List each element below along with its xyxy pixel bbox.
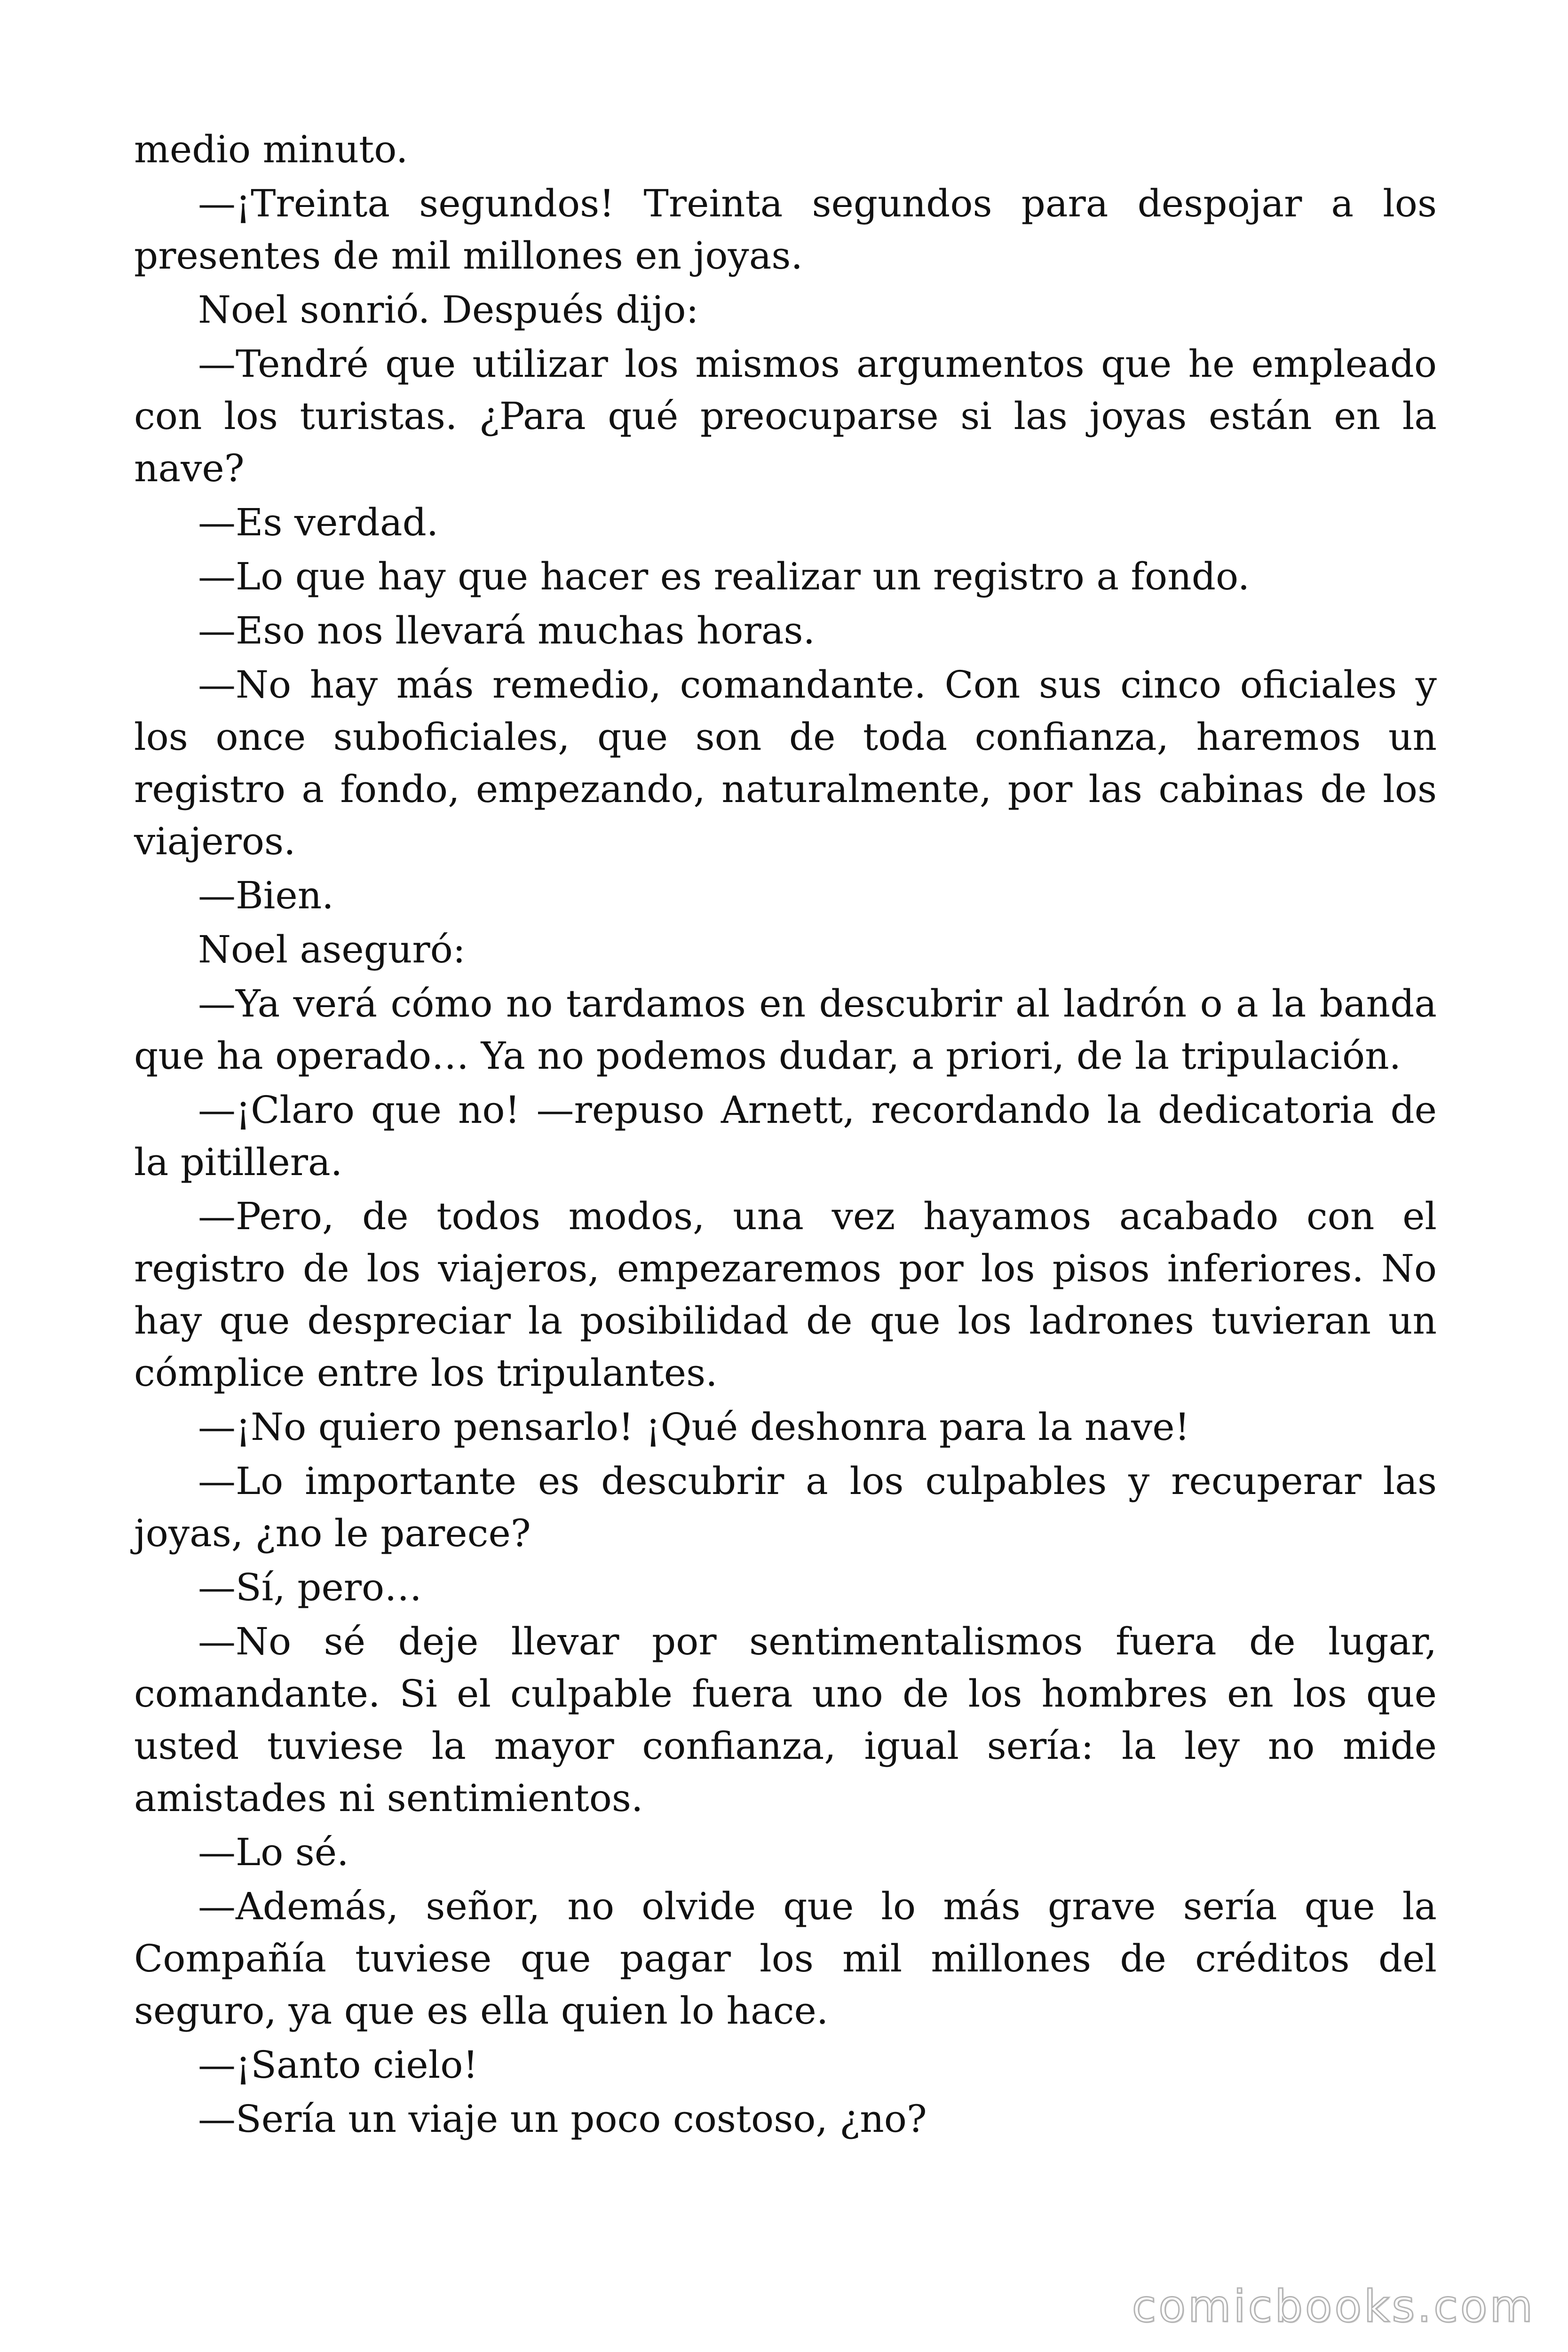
page-body — [134, 123, 1437, 2147]
paragraph: —No sé deje llevar por sentimentalismos fuera de lugar, comandante. Si el culpable fuera uno de los hombres en los que usted tuviese la mayor confianza, igual sería: la ley no mide amistades ni sentimientos. — [134, 1620, 1437, 1820]
paragraph: —Además, señor, no olvide que lo más grave sería que la Compañía tuviese que pagar los mil millones de créditos del seguro, ya que es ella quien lo hace. — [134, 1884, 1437, 2033]
paragraph-continuation: medio minuto. — [134, 127, 408, 171]
paragraph: —¡Claro que no! —repuso Arnett, recordando la dedicatoria de la pitillera. — [134, 1088, 1437, 1184]
paragraph: —¡Treinta segundos! Treinta segundos para despojar a los presentes de mil millones en joyas. — [134, 182, 1437, 278]
paragraph: —Pero, de todos modos, una vez hayamos acabado con el registro de los viajeros, empezaremos por los pisos inferiores. No hay que despreciar la posibilidad de que los ladrones tuvieran un cómplice entre los tripulantes. — [134, 1194, 1437, 1395]
paragraph: —¡Santo cielo! — [198, 2043, 478, 2087]
paragraph: —No hay más remedio, comandante. Con sus cinco oficiales y los once suboficiales, que son de toda confianza, haremos un registro a fondo, empezando, naturalmente, por las cabinas de los viajeros. — [134, 663, 1437, 863]
paragraph: —Sí, pero… — [198, 1565, 422, 1609]
paragraph: —Lo importante es descubrir a los culpables y recuperar las joyas, ¿no le parece? — [134, 1459, 1437, 1555]
paragraph: —Sería un viaje un poco costoso, ¿no? — [198, 2097, 927, 2141]
paragraph: —Bien. — [198, 874, 334, 917]
paragraph: —Es verdad. — [198, 501, 439, 544]
watermark: comicbooks.com — [1132, 2281, 1535, 2332]
paragraph: —Ya verá cómo no tardamos en descubrir al ladrón o a la banda que ha operado… Ya no podemos dudar, a priori, de la tripulación. — [134, 982, 1437, 1078]
paragraph: Noel aseguró: — [198, 928, 466, 971]
paragraph: —¡No quiero pensarlo! ¡Qué deshonra para la nave! — [198, 1405, 1190, 1449]
paragraph: —Lo sé. — [198, 1830, 349, 1874]
paragraph: Noel sonrió. Después dijo: — [198, 288, 699, 332]
paragraph: —Tendré que utilizar los mismos argumentos que he empleado con los turistas. ¿Para qué preocuparse si las joyas están en la nave? — [134, 342, 1437, 490]
paragraph: —Lo que hay que hacer es realizar un registro a fondo. — [198, 555, 1250, 598]
paragraph: —Eso nos llevará muchas horas. — [198, 609, 815, 652]
